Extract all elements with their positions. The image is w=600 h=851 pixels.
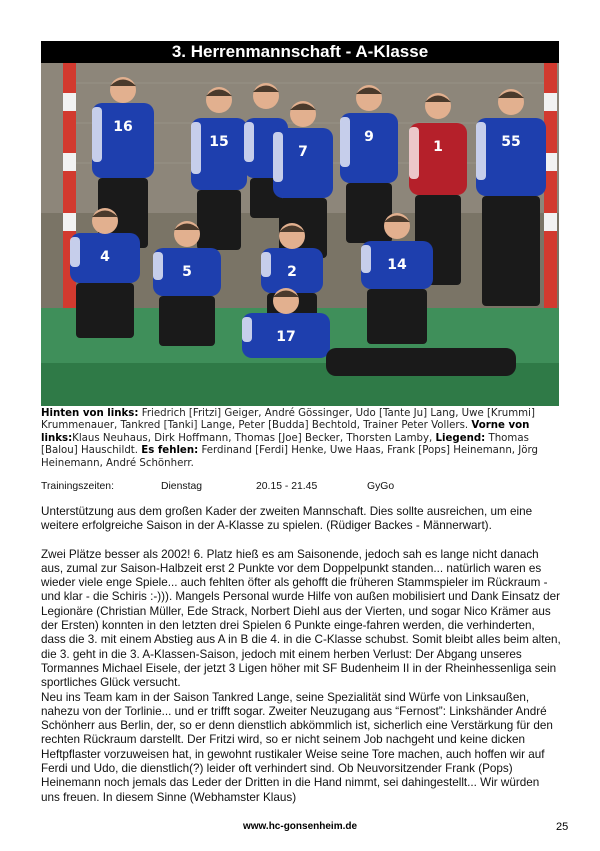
- caption-label-missing: Es fehlen:: [141, 445, 199, 457]
- article-body: [41, 505, 561, 819]
- jersey-number: 16: [113, 119, 133, 135]
- jersey-number: 17: [276, 329, 296, 345]
- caption-front-names: Klaus Neuhaus, Dirk Hoffmann, Thomas [Joe] Becker, Thorsten Lamby,: [72, 432, 433, 444]
- page-title: 3. Herrenmannschaft - A-Klasse: [41, 41, 559, 63]
- page-number: 25: [556, 821, 569, 833]
- team-photo-image: [41, 63, 559, 406]
- photo-caption: [41, 408, 561, 470]
- training-place: GyGo: [367, 481, 395, 492]
- jersey-number: 2: [287, 264, 297, 280]
- paragraph-newcomers: Neu ins Team kam in der Saison Tankred Lange, seine Spezialität sind Würfe von Linksaußen, nahezu von der Torlinie... und er trifft sogar. Zweiter Neuzugang aus “Fernost”: Linkshänder André Schönherr aus Berlin, der, so er denn dienstlich abkömmlich ist, sicherlich eine Verstärkung für den rechten Rückraum darstellt. Der Fritzi wird, so er nicht seinem Job nachgeht und keine dicken Heftpflaster vorzuweisen hat, in gewohnt rustikaler Weise seine Tore machen, auch hoffen wir auf Ferdi und Udo, die dienstlich(?) leider oft verhindert sind. Ob Neuvorsitzender Frank (Pops) Heinemann noch jemals das Leder der Dritten in die Hand nimmt, sei dahingestellt... Wir würden uns freuen. In diesem Sinne (Webhamster Klaus): [41, 690, 553, 804]
- jersey-number: 1: [433, 139, 443, 155]
- paragraph-intro: Unterstützung aus dem großen Kader der zweiten Mannschaft. Dies sollte ausreichen, um eine weitere erfolgreiche Saison in der A-Klasse zu spielen. (Rüdiger Backes - Männerwart).: [41, 505, 533, 533]
- jersey-number: 55: [501, 134, 521, 150]
- training-times: [41, 481, 561, 495]
- caption-label-lying: Liegend:: [435, 432, 486, 444]
- training-label: Trainingszeiten:: [41, 481, 114, 492]
- jersey-number: 14: [387, 257, 407, 273]
- caption-missing-names: Ferdinand [Ferdi] Henke, Uwe Haas, Frank [Pops] Heinemann, Jörg Heinemann, André Schönherr.: [41, 445, 538, 469]
- jersey-number: 5: [182, 264, 192, 280]
- caption-label-back: Hinten von links:: [41, 408, 139, 419]
- jersey-number: 4: [100, 249, 110, 265]
- player-figure: [476, 89, 546, 306]
- caption-lying-names: Thomas [Balou] Hauschildt.: [41, 432, 529, 457]
- team-photo: [41, 63, 559, 406]
- training-time: 20.15 - 21.45: [256, 481, 318, 492]
- jersey-number: 15: [209, 134, 229, 150]
- jersey-number: 7: [298, 144, 308, 160]
- caption-back-names: Friedrich [Fritzi] Geiger, André Gössinger, Udo [Tante Ju] Lang, Uwe [Krummi] Krummenauer, Tankred [Tanki] Lange, Peter [Budda] Bechtold, Trainer Peter Vollers.: [41, 408, 535, 432]
- training-day: Dienstag: [161, 481, 203, 492]
- lying-player-legs: [326, 348, 516, 376]
- jersey-number: 9: [364, 129, 374, 145]
- caption-label-front: Vorne von links:: [41, 420, 530, 444]
- paragraph-season: Zwei Plätze besser als 2002! 6. Platz hieß es am Saisonende, jedoch sah es lange nicht danach aus, zumal zur Saison-Halbzeit erst 2 Punkte vor dem Doppelpunkt standen... natürlich waren es wieder viele enge Spiele... auch fehlten öfter als gehofft die früheren Stammspieler im Rückraum - und klar - die Schiris :-))). Mangels Personal wurde Hilfe von außen mobilisiert und Dank Einsatz der Legionäre (Christian Müller, Ede Strack, Norbert Diehl aus der Vierten, und sogar Nico Krämer aus der Ersten) konnten in den letzten drei Spielen 6 Punkte einge-fahren werden, die verhinderten, dass die 3. mit einem Abstieg aus A in B die 4. in die C-Klasse schubst. Somit bleibt alles beim alten, die 3. geht in die 3. A-Klassen-Saison, jedoch mit einem herben Verlust: Der Abgang unseres Tormannes Michael Eisele, der jetzt 3 Ligen höher mit SF Budenheim II in der Rheinhessenliga sein sportliches Glück versucht.: [41, 547, 561, 690]
- footer-url: www.hc-gonsenheim.de: [242, 821, 358, 832]
